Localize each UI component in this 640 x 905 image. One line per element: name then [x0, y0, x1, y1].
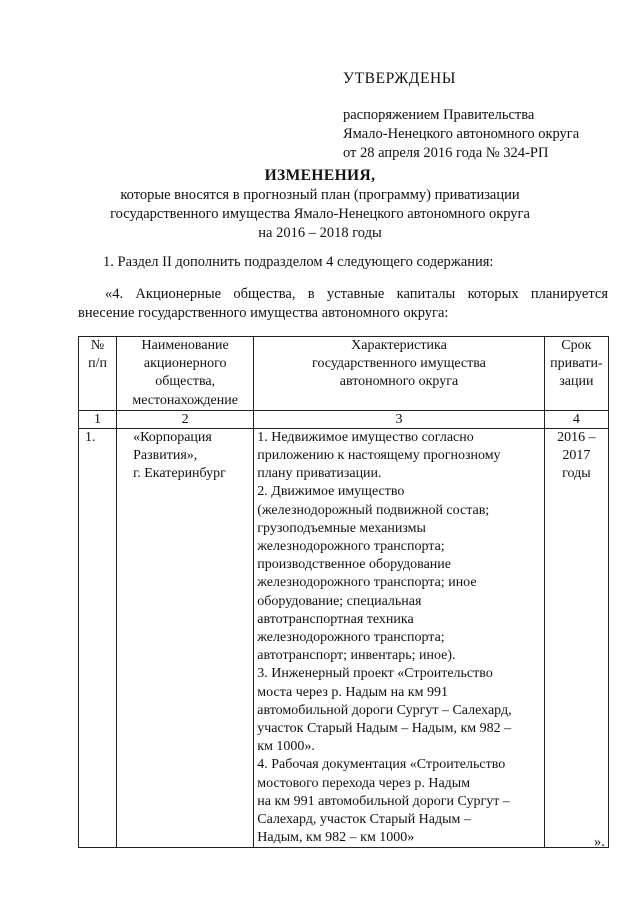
company-line: Развития»,	[133, 448, 198, 464]
column-index: 3	[254, 410, 544, 428]
term-line: 2016 –	[557, 429, 596, 445]
table-header-row	[79, 337, 609, 411]
char-line: 4. Рабочая документация «Строительство	[257, 757, 506, 773]
subtitle-line: которые вносятся в прогнозный план (программу) приватизации	[120, 187, 520, 203]
header-num-line: №	[90, 338, 105, 353]
char-line: участок Старый Надым – Надым, км 982 –	[257, 721, 512, 737]
approval-line: распоряжением Правительства	[343, 107, 535, 123]
row-term	[544, 428, 608, 848]
term-line: 2017	[562, 448, 591, 464]
table-row	[79, 428, 609, 848]
char-line: мостового перехода через р. Надым	[257, 775, 471, 791]
company-line: г. Екатеринбург	[133, 466, 226, 482]
char-line: производственное оборудование	[257, 557, 451, 573]
char-line: автомобильной дороги Сургут – Салехард,	[257, 702, 512, 718]
approval-line: от 28 апреля 2016 года № 324-РП	[343, 145, 549, 161]
column-index: 1	[79, 410, 117, 428]
char-line: железнодорожного транспорта;	[257, 630, 445, 646]
char-line: железнодорожного транспорта;	[257, 539, 445, 555]
char-line: (железнодорожный подвижной состав;	[257, 502, 490, 518]
row-company	[117, 428, 254, 848]
char-line: 1. Недвижимое имущество согласно	[257, 429, 474, 445]
row-characteristics	[254, 428, 544, 848]
char-line: автотранспортная техника	[257, 611, 414, 627]
header-term	[544, 337, 608, 411]
char-line: автотранспорт; инвентарь; иное).	[257, 648, 456, 664]
header-term-line: зации	[559, 374, 594, 390]
paragraph-2	[78, 285, 608, 323]
char-line: моста через р. Надым на км 991	[257, 684, 448, 700]
char-line: приложению к настоящему прогнозному	[257, 448, 501, 464]
row-num: 1.	[79, 428, 117, 848]
approval-heading: УТВЕРЖДЕНЫ	[343, 70, 456, 87]
header-name-line: акционерного	[143, 356, 227, 372]
approval-line: Ямало-Ненецкого автономного округа	[343, 126, 580, 142]
header-num-line: п/п	[88, 356, 107, 372]
char-line: 2. Движимое имущество	[257, 484, 405, 500]
header-characteristics	[254, 337, 544, 411]
char-line: на км 991 автомобильной дороги Сургут –	[257, 793, 510, 809]
header-name	[117, 337, 254, 411]
document-title: ИЗМЕНЕНИЯ,	[264, 167, 376, 184]
header-num	[79, 337, 117, 411]
header-term-line: привати-	[550, 356, 603, 372]
closing-quote-mark: ».	[594, 834, 605, 850]
header-term-line: Срок	[561, 338, 592, 353]
char-line: Салехард, участок Старый Надым –	[257, 812, 471, 828]
privatization-table	[78, 336, 609, 848]
term-line: годы	[562, 466, 591, 482]
header-char-line: автономного округа	[339, 374, 459, 390]
company-line: «Корпорация	[133, 429, 212, 445]
char-line: плану приватизации.	[257, 466, 382, 482]
paragraph-2-line: внесение государственного имущества автономного округа:	[78, 305, 449, 321]
header-name-line: общества,	[155, 374, 216, 390]
char-line: железнодорожного транспорта; иное	[257, 575, 477, 591]
char-line: грузоподъемные механизмы	[257, 520, 426, 536]
header-char-line: государственного имущества	[312, 356, 486, 372]
subtitle-line: на 2016 – 2018 годы	[258, 225, 382, 241]
header-char-line: Характеристика	[351, 338, 447, 353]
char-line: км 1000».	[257, 739, 315, 755]
header-name-line: Наименование	[141, 338, 229, 353]
char-line: оборудование; специальная	[257, 593, 422, 609]
title-block	[60, 166, 580, 243]
paragraph-2-line: «4. Акционерные общества, в уставные капиталы которых планируется	[105, 286, 608, 302]
char-line: Надым, км 982 – км 1000»	[257, 830, 415, 846]
column-index-row	[79, 410, 609, 428]
subtitle-line: государственного имущества Ямало-Ненецкого автономного округа	[110, 206, 530, 222]
column-index: 4	[544, 410, 608, 428]
char-line: 3. Инженерный проект «Строительство	[257, 666, 493, 682]
approval-block	[343, 70, 623, 163]
paragraph-1: 1. Раздел II дополнить подразделом 4 следующего содержания:	[103, 254, 494, 270]
column-index: 2	[117, 410, 254, 428]
header-name-line: местонахождение	[132, 392, 238, 408]
